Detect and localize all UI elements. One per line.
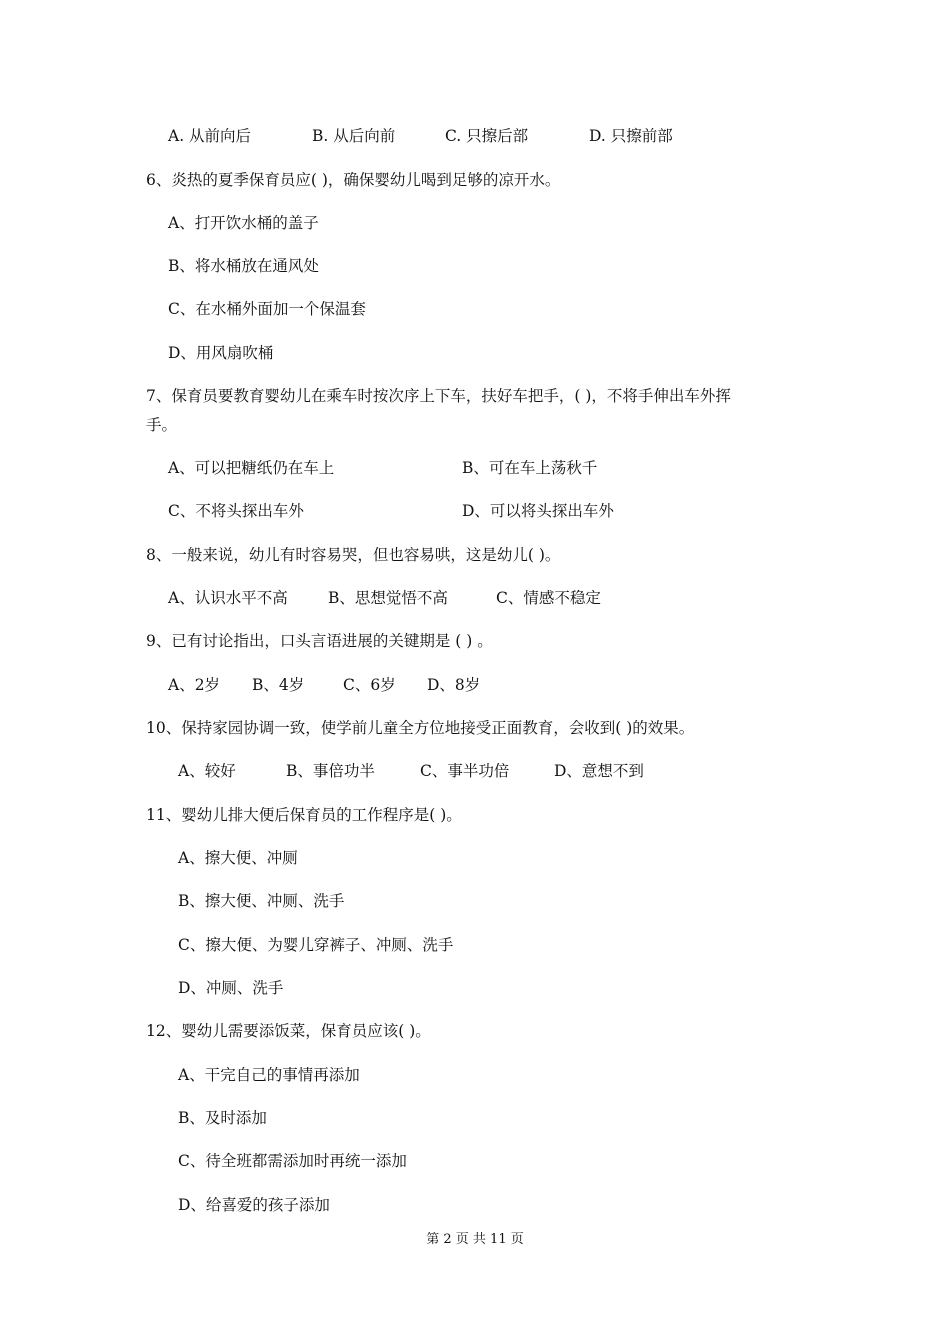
q12-option-a: A、干完自己的事情再添加 [178, 1066, 360, 1084]
q5-option-b: B. 从后向前 [312, 127, 396, 145]
q5-option-a: A. 从前向后 [168, 127, 252, 145]
q5-option-d: D. 只擦前部 [589, 127, 673, 145]
q10-option-a: A、较好 [178, 762, 236, 780]
q11-text: 11、婴幼儿排大便后保育员的工作程序是( )。 [146, 806, 462, 824]
q12-option-c: C、待全班都需添加时再统一添加 [178, 1152, 407, 1170]
page-number: 第 2 页 共 11 页 [426, 1232, 524, 1247]
q7-option-a: A、可以把糖纸仍在车上 [168, 459, 335, 477]
q7-option-b: B、可在车上荡秋千 [462, 459, 598, 477]
q10-options [178, 761, 644, 781]
q9-option-d: D、8岁 [427, 676, 481, 694]
q10-text: 10、保持家园协调一致，使学前儿童全方位地接受正面教育，会收到( )的效果。 [146, 719, 695, 737]
q8-option-a: A、认识水平不高 [168, 589, 288, 607]
q9-option-a: A、2岁 [168, 676, 221, 694]
q7-text-line1: 7、保育员要教育婴幼儿在乘车时按次序上下车，扶好车把手，( )，不将手伸出车外挥 [146, 387, 731, 405]
q6-text: 6、炎热的夏季保育员应( )，确保婴幼儿喝到足够的凉开水。 [146, 171, 561, 189]
q9-option-c: C、6岁 [343, 676, 396, 694]
q9-option-b: B、4岁 [252, 676, 305, 694]
q10-option-c: C、事半功倍 [420, 762, 510, 780]
q11-option-c: C、擦大便、为婴儿穿裤子、冲厕、洗手 [178, 936, 454, 954]
q6-option-a: A、打开饮水桶的盖子 [168, 214, 319, 232]
q5-option-c: C. 只擦后部 [445, 127, 529, 145]
q9-options [168, 675, 480, 695]
q9-text: 9、已有讨论指出，口头言语进展的关键期是 ( ) 。 [146, 632, 493, 650]
q12-text: 12、婴幼儿需要添饭菜，保育员应该( )。 [146, 1022, 431, 1040]
q11-option-d: D、冲厕、洗手 [178, 979, 284, 997]
q5-options [168, 126, 673, 146]
q11-option-b: B、擦大便、冲厕、洗手 [178, 892, 345, 910]
q11-option-a: A、擦大便、冲厕 [178, 849, 298, 867]
q7-option-c: C、不将头探出车外 [168, 502, 304, 520]
q10-option-d: D、意想不到 [554, 762, 644, 780]
q12-option-d: D、给喜爱的孩子添加 [178, 1196, 330, 1214]
q12-option-b: B、及时添加 [178, 1109, 267, 1127]
q8-text: 8、一般来说，幼儿有时容易哭，但也容易哄，这是幼儿( )。 [146, 546, 561, 564]
q10-option-b: B、事倍功半 [286, 762, 375, 780]
q7-text-line2: 手。 [146, 416, 178, 434]
q6-option-b: B、将水桶放在通风处 [168, 257, 319, 275]
q8-options [168, 588, 601, 608]
q7-option-d: D、可以将头探出车外 [462, 502, 614, 520]
q6-option-c: C、在水桶外面加一个保温套 [168, 300, 366, 318]
q8-option-c: C、情感不稳定 [496, 589, 601, 607]
q6-option-d: D、用风扇吹桶 [168, 344, 274, 362]
q8-option-b: B、思想觉悟不高 [328, 589, 448, 607]
